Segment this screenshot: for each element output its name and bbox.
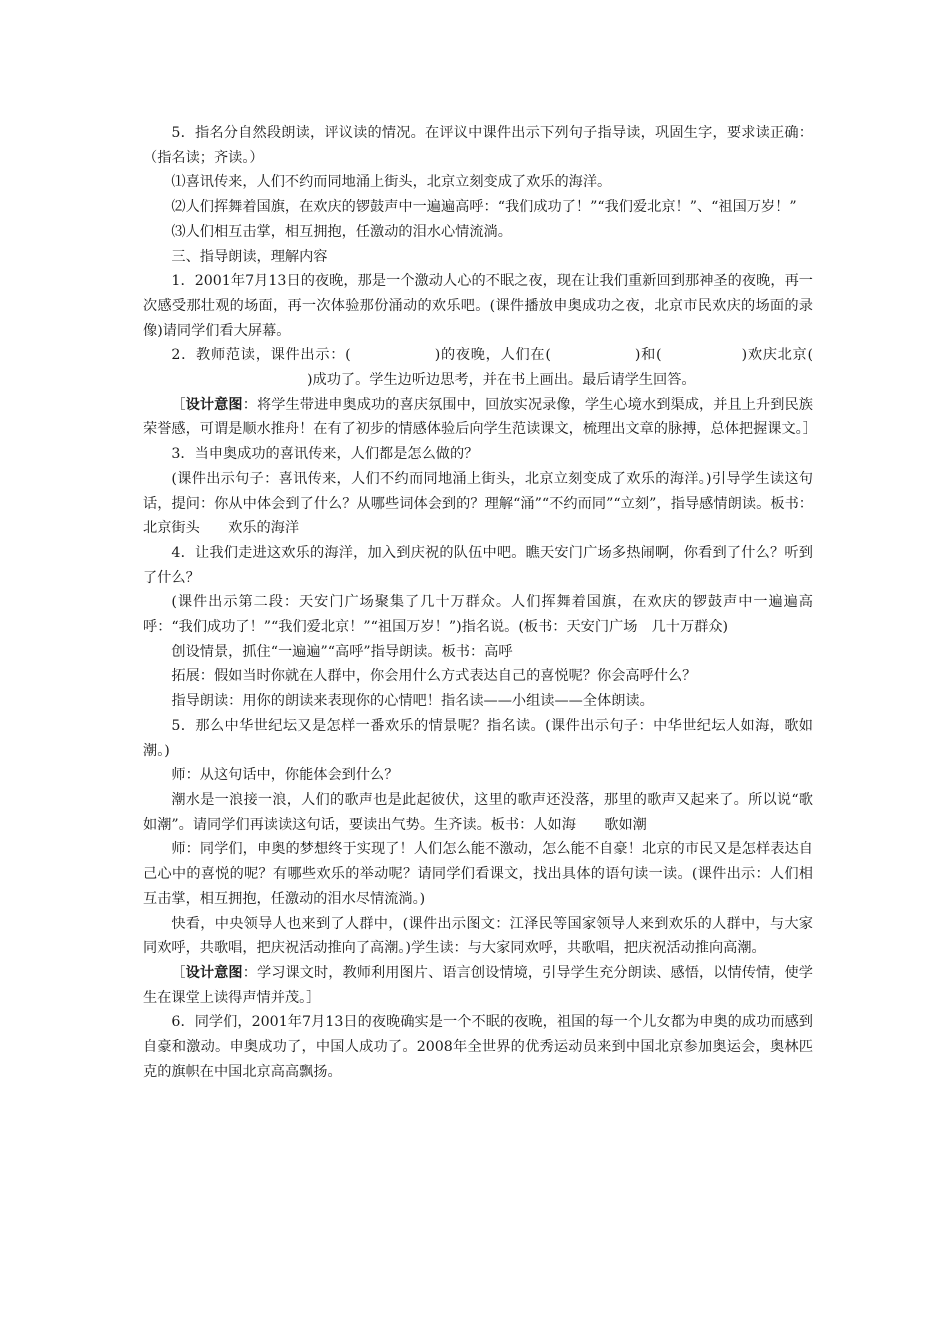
design-intent-1 (143, 393, 817, 442)
paragraph-step-4: 4．让我们走进这欢乐的海洋，加入到庆祝的队伍中吧。瞧天安门广场多热闹啊，你看到了什么？听到了什么？ (143, 544, 813, 586)
paragraph-extension: 拓展：假如当时你就在人群中，你会用什么方式表达自己的喜悦呢？你会高呼什么？ (171, 668, 697, 685)
document-body (143, 121, 817, 1084)
section-heading: 三、指导朗读，理解内容 (171, 248, 328, 265)
bracket-open: ［ (171, 396, 186, 413)
paragraph-step-3: 3．当申奥成功的喜讯传来，人们都是怎么做的？ (171, 446, 479, 463)
step-2-part-b: )的夜晚，人们在( (434, 347, 551, 364)
paragraph-step-2 (143, 343, 813, 392)
paragraph-step-1: 1．2001年7月13日的夜晚，那是一个激动人心的不眠之夜，现在让我们重新回到那神圣的夜晚，再一次感受那壮观的场面，再一次体验那份涌动的欢乐吧。(课件播放申奥成功之夜，北京市民欢庆的场面的录像)请同学们看大屏幕。 (143, 273, 813, 339)
paragraph-guided-reading: 指导朗读：用你的朗读来表现你的心情吧！指名读——小组读——全体朗读。 (171, 693, 654, 710)
design-intent-label: 设计意图 (185, 964, 243, 981)
design-intent-label: 设计意图 (185, 396, 243, 413)
step-2-part-a: 2．教师范读，课件出示：( (171, 347, 351, 364)
design-intent-2 (143, 961, 813, 1010)
step-2-part-e: )成功了。学生边听边思考，并在书上画出。最后请学生回答。 (307, 372, 696, 389)
step-2-part-c: )和( (634, 347, 662, 364)
paragraph-tide: 潮水是一浪接一浪，人们的歌声也是此起彼伏，这里的歌声还没落，那里的歌声又起来了。所以说“歌如潮”。请同学们再读读这句话，要读出气势。生齐读。板书：人如海 歌如潮 (143, 791, 813, 833)
paragraph-scenario: 创设情景，抓住“一遍遍”“高呼”指导朗读。板书：高呼 (171, 643, 513, 660)
paragraph-step-6: 6．同学们，2001年7月13日的夜晚确实是一个不眠的夜晚，祖国的每一个儿女都为申奥的成功而感到自豪和激动。申奥成功了，中国人成功了。2008年全世界的优秀运动员来到中国北京参加奥运会，奥林匹克的旗帜在中国北京高高飘扬。 (143, 1014, 813, 1080)
paragraph-leaders: 快看，中央领导人也来到了人群中，(课件出示图文：江泽民等国家领导人来到欢乐的人群中，与大家同欢呼，共歌唱，把庆祝活动推向了高潮。)学生读：与大家同欢呼，共歌唱，把庆祝活动推向高潮。 (143, 915, 813, 957)
paragraph-reading-evaluation: 5．指名分自然段朗读，评议读的情况。在评议中课件出示下列句子指导读，巩固生字，要求读正确：（指名读；齐读。） (143, 125, 813, 166)
paragraph-step-5: 5．那么中华世纪坛又是怎样一番欢乐的情景呢？指名读。(课件出示句子：中华世纪坛人如海，歌如潮。) (143, 717, 813, 759)
sentence-2: ⑵人们挥舞着国旗，在欢庆的锣鼓声中一遍遍高呼：“我们成功了！”“我们爱北京！”、“祖国万岁！” (171, 199, 797, 216)
paragraph-step-3-detail: (课件出示句子：喜讯传来，人们不约而同地涌上街头，北京立刻变成了欢乐的海洋。)引导学生读这句话，提问：你从中体会到了什么？从哪些词体会到的？理解“涌”“不约而同”“立刻”，指导感情朗读。板书：北京街头 欢乐的海洋 (143, 470, 813, 537)
paragraph-teacher-question: 师：从这句话中，你能体会到什么？ (171, 767, 399, 784)
sentence-1: ⑴喜讯传来，人们不约而同地涌上街头，北京立刻变成了欢乐的海洋。 (171, 174, 612, 191)
bracket-open: ［ (171, 964, 186, 981)
paragraph-step-4-detail: (课件出示第二段：天安门广场聚集了几十万群众。人们挥舞着国旗，在欢庆的锣鼓声中一遍遍高呼：“我们成功了！”“我们爱北京！”“祖国万岁！”)指名说。(板书：天安门广场 几十万群众) (143, 594, 813, 636)
step-2-part-d: )欢庆北京( (741, 347, 813, 364)
paragraph-teacher-dream: 师：同学们，申奥的梦想终于实现了！人们怎么能不激动，怎么能不自豪！北京的市民又是怎样表达自己心中的喜悦的呢？有哪些欢乐的举动呢？请同学们看课文，找出具体的语句读一读。(课件出示：人们相互击掌，相互拥抱，任激动的泪水尽情流淌。) (143, 841, 813, 907)
design-intent-text: ：学习课文时，教师利用图片、语言创设情境，引导学生充分朗读、感悟，以情传情，使学生在课堂上读得声情并茂。］ (143, 964, 813, 1006)
design-intent-text: ：将学生带进申奥成功的喜庆氛围中，回放实况录像，学生心境水到渠成，并且上升到民族荣誉感，可谓是顺水推舟！在有了初步的情感体验后向学生范读课文，梳理出文章的脉搏，总体把握课文。］ (143, 396, 817, 438)
sentence-3: ⑶人们相互击掌，相互拥抱，任激动的泪水心情流淌。 (171, 223, 512, 240)
